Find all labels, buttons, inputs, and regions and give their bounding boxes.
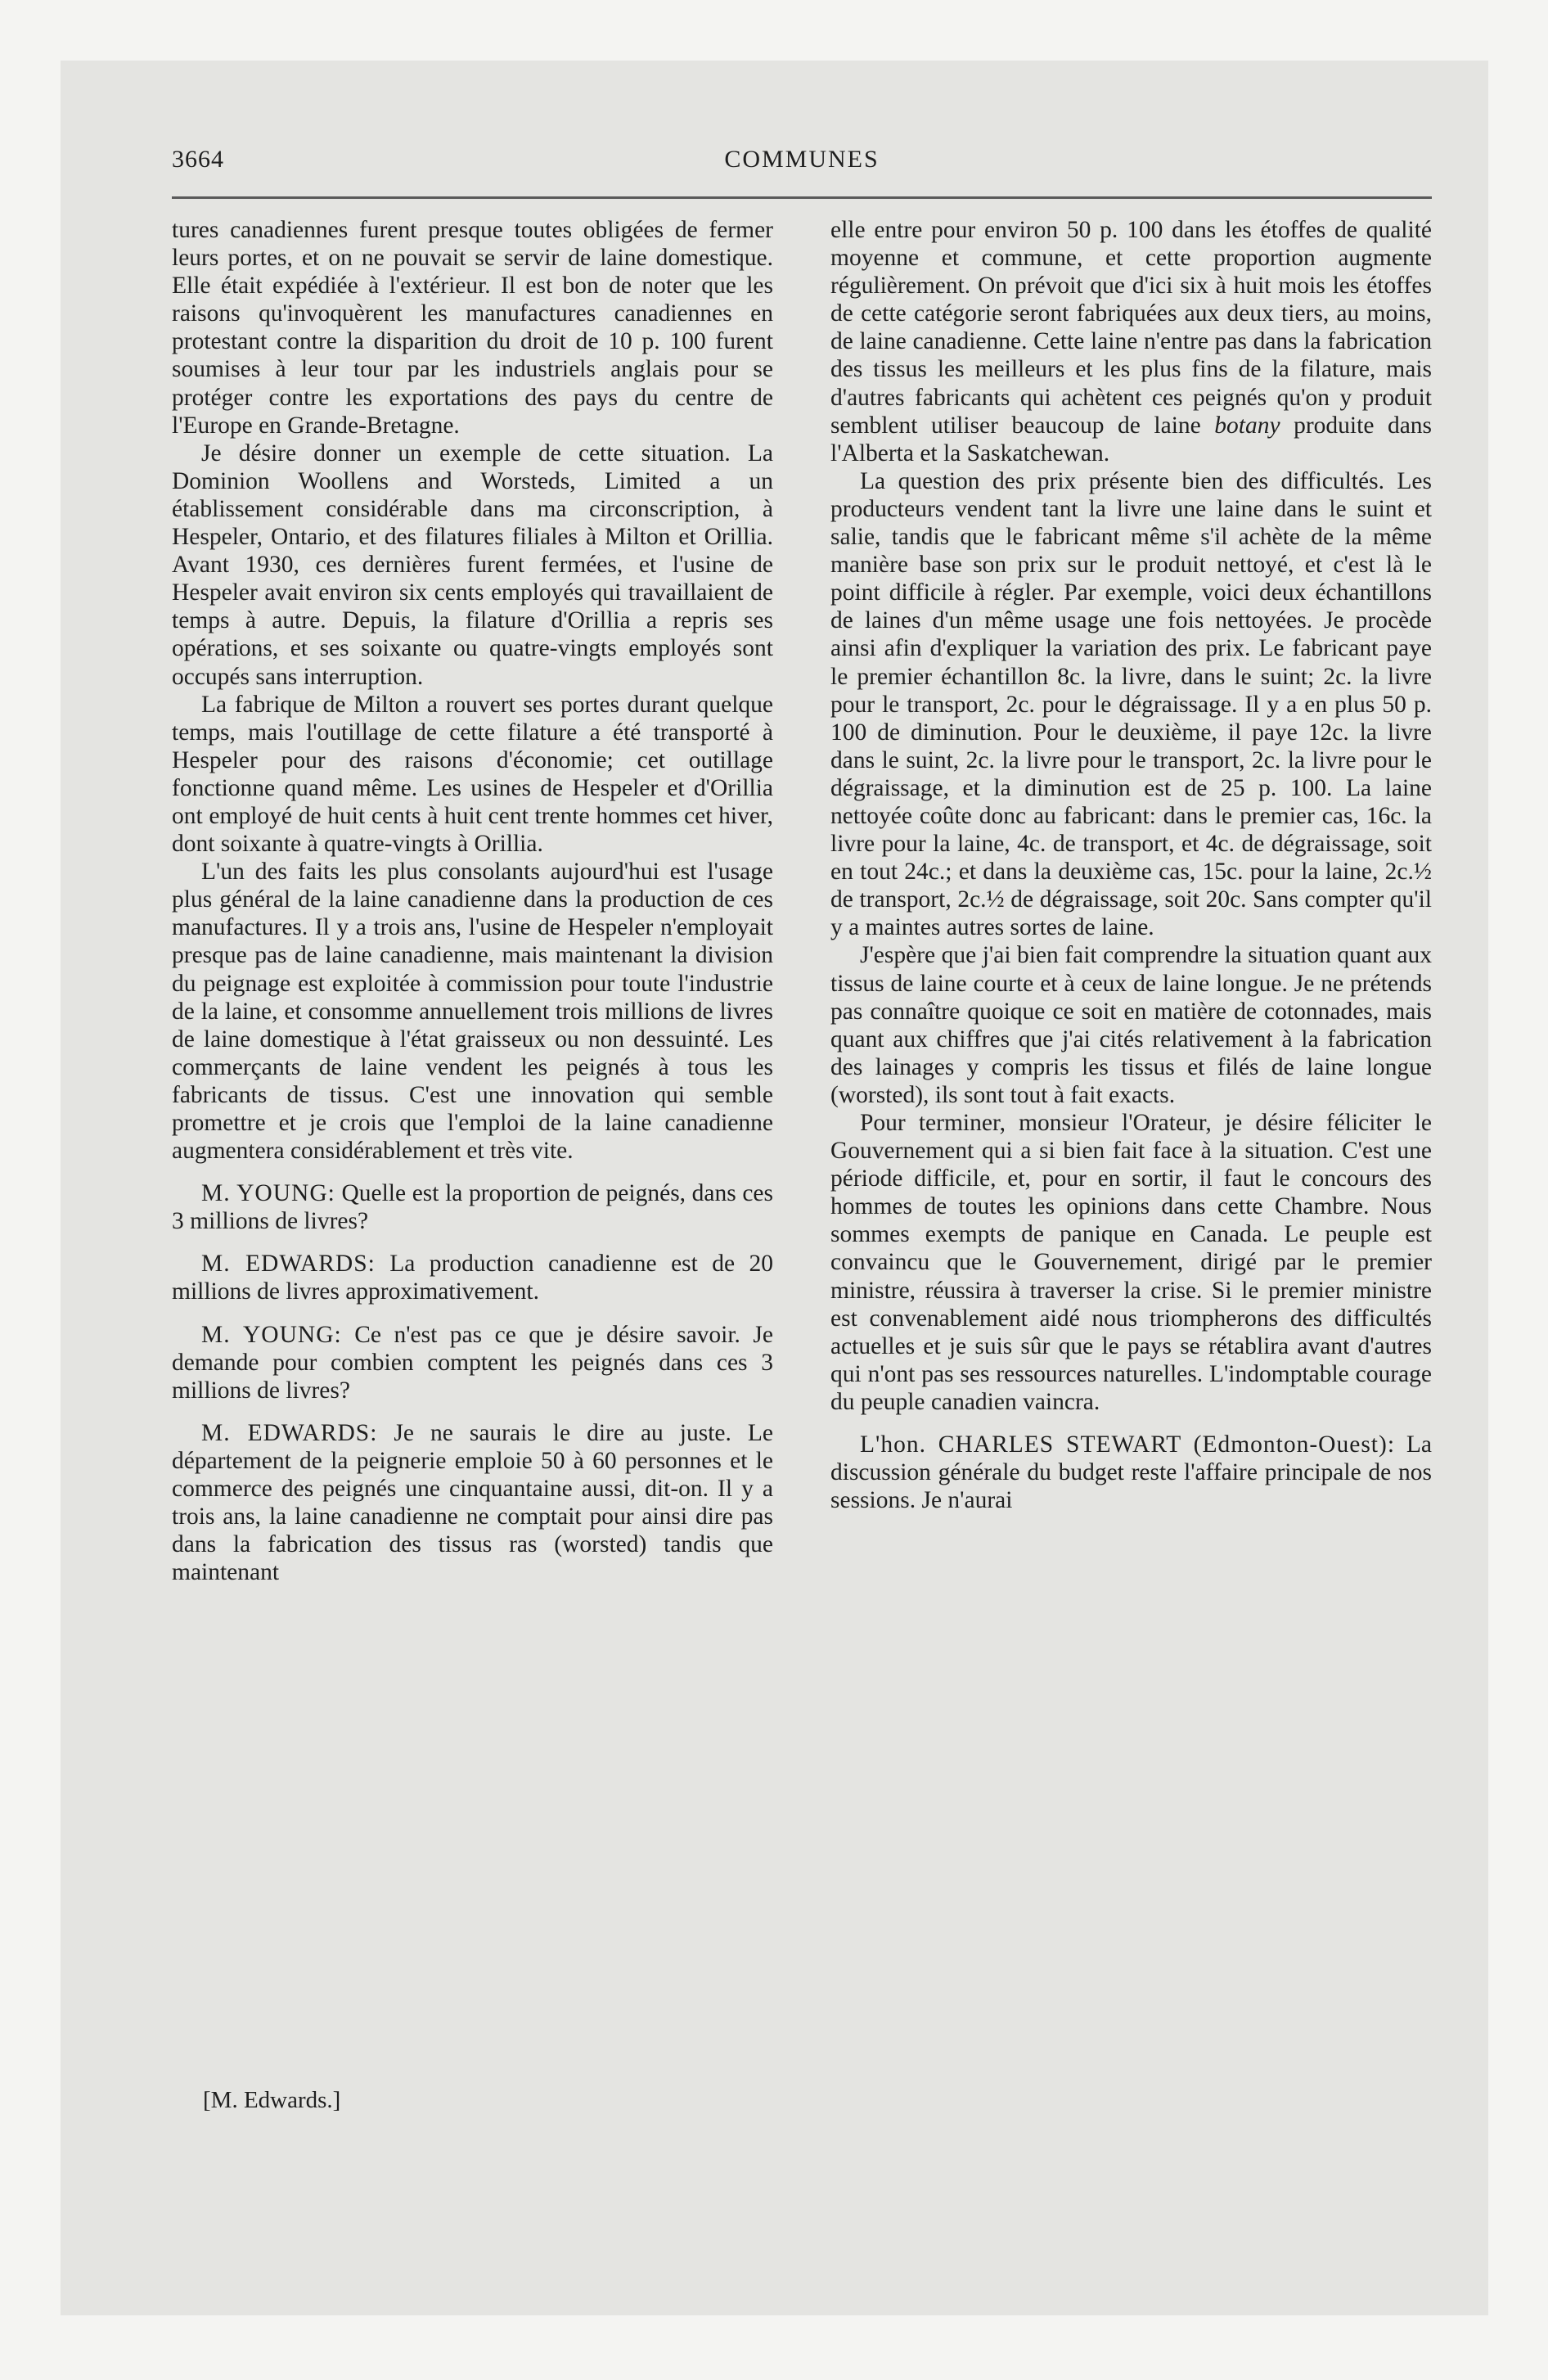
speech-text: Ce n'est pas ce que je désire savoir. Je demande pour combien comptent les peignés dans ces 3 millions de livres? [172, 1321, 773, 1404]
italic-term: botany [1214, 412, 1280, 439]
speech-text: Je ne saurais le dire au juste. Le département de la peignerie emploie 50 à 60 personnes et le commerce des peignés une cinquantaine aussi, dit-on. Il y a trois ans, la laine canadienne ne comptait pour ainsi dire pas dans la fabrication des tissus ras (worsted) tandis que maintenant [172, 1419, 774, 1586]
speaker-signature: [M. Edwards.] [203, 2087, 341, 2113]
running-head: COMMUNES [724, 146, 880, 173]
paragraph-text: elle entre pour environ 50 p. 100 dans les étoffes de qualité moyenne et commune, et cette proportion augmente régulièrement. On prévoit que d'ici six à huit mois les étoffes de cette catégorie seront fabriquées aux deux tiers, au moins, de laine canadienne. Cette laine n'entre pas dans la fabrication des tissus les meilleurs et les plus fins de la filature, mais d'autres fabricants qui achètent ces peignés qu'on y produit semblent utiliser beaucoup de laine [830, 217, 1432, 439]
page-header [172, 146, 1432, 182]
header-rule [172, 196, 1432, 199]
speech-paragraph [172, 1179, 773, 1235]
paragraph [830, 216, 1432, 467]
speech-paragraph [172, 1250, 773, 1305]
paragraph: La question des prix présente bien des difficultés. Les producteurs vendent tant la livre une laine dans le suint et salie, tandis que le fabricant même s'il achète de la même manière base son prix sur le produit nettoyé, et c'est là le point difficile à régler. Par exemple, voici deux échantillons de laines d'un même usage une fois nettoyées. Je procède ainsi afin d'expliquer la variation des prix. Le fabricant paye le premier échantillon 8c. la livre, dans le suint; 2c. la livre pour le transport, 2c. pour le dégraissage. Il y a en plus 50 p. 100 de diminution. Pour le deuxième, il paye 12c. la livre dans le suint, 2c. la livre pour le transport, 2c. la livre pour le dégraissage, et la diminution est de 25 p. 100. La laine nettoyée coûte donc au fabricant: dans le premier cas, 16c. la livre pour la laine, 4c. de transport, et 4c. de dégraissage, soit en tout 24c.; et dans la deuxième cas, 15c. pour la laine, 2c.½ de transport, 2c.½ de dégraissage, soit 20c. Sans compter qu'il y a maintes autres sortes de laine. [830, 467, 1432, 941]
paragraph: tures canadiennes furent presque toutes obligées de fermer leurs portes, et on ne pouvait se servir de laine domestique. Elle était expédiée à l'extérieur. Il est bon de noter que les raisons qu'invoquèrent les manufactures canadiennes en protestant contre la disparition du droit de 10 p. 100 furent soumises à leur tour par les industriels anglais pour se protéger contre les exportations des pays du centre de l'Europe en Grande-Bretagne. [172, 217, 773, 439]
speech-paragraph [830, 1431, 1432, 1514]
speaker-name: M. EDWARDS: [201, 1251, 376, 1278]
left-column [172, 216, 773, 1586]
right-column [830, 216, 1432, 1514]
speaker-name: M. YOUNG: [201, 1180, 335, 1207]
speech-paragraph [172, 1419, 773, 1587]
paragraph: J'espère que j'ai bien fait comprendre la situation quant aux tissus de laine courte et à ceux de laine longue. Je ne prétends pas connaître quoique ce soit en matière de cotonnades, mais quant aux chiffres que j'ai cités relativement à la fabrication des lainages y compris les tissus et filés de laine longue (worsted), ils sont tout à fait exacts. [830, 942, 1432, 1108]
speaker-name: L'hon. CHARLES STEWART (Edmonton-Ouest): [860, 1431, 1396, 1458]
speaker-name: M. EDWARDS: [201, 1419, 378, 1446]
speech-text: La discussion générale du budget reste l'affaire principale de nos sessions. Je n'aurai [830, 1431, 1433, 1514]
page-number: 3664 [172, 146, 224, 173]
paragraph: L'un des faits les plus consolants aujourd'hui est l'usage plus général de la laine canadienne dans la production de ces manufactures. Il y a trois ans, l'usine de Hespeler n'employait presque pas de laine canadienne, mais maintenant la division du peignage est exploitée à commission pour toute l'industrie de la laine, et consomme annuellement trois millions de livres de laine domestique à l'état graisseux ou non dessuinté. Les commerçants de laine vendent les peignés à tous les fabricants de tissus. C'est une innovation qui semble promettre et je crois que l'emploi de la laine canadienne augmentera considérablement et très vite. [172, 859, 773, 1165]
paragraph-text: produite dans l'Alberta et la Saskatchewan. [830, 412, 1433, 467]
speaker-name: M. YOUNG: [201, 1321, 342, 1348]
speech-paragraph [172, 1321, 773, 1404]
speech-text: La production canadienne est de 20 millions de livres approximativement. [172, 1251, 774, 1305]
paragraph: Pour terminer, monsieur l'Orateur, je désire féliciter le Gouvernement qui a si bien fait face à la situation. C'est une période difficile, et, pour en sortir, il faut le concours des hommes de toutes les opinions dans cette Chambre. Nous sommes exempts de panique en Canada. Le peuple est convaincu que le Gouvernement, dirigé par le premier ministre, réussira à traverser la crise. Si le premier ministre est convenablement aidé nous triompherons des difficultés actuelles et je suis sûr que le pays se rétablira avant d'autres qui n'ont pas ses ressources naturelles. L'indomptable courage du peuple canadien vaincra. [830, 1110, 1432, 1415]
paragraph: Je désire donner un exemple de cette situation. La Dominion Woollens and Worsteds, Limited a un établissement considérable dans ma circonscription, à Hespeler, Ontario, et des filatures filiales à Milton et Orillia. Avant 1930, ces dernières furent fermées, et l'usine de Hespeler avait environ six cents employés qui travaillaient de temps à autre. Depuis, la filature d'Orillia a repris ses opérations, et ses soixante ou quatre-vingts employés sont occupés sans interruption. [172, 439, 773, 690]
speech-text: Quelle est la proportion de peignés, dans ces 3 millions de livres? [172, 1180, 773, 1235]
paragraph: La fabrique de Milton a rouvert ses portes durant quelque temps, mais l'outillage de cette filature a été transporté à Hespeler pour des raisons d'économie; cet outillage fonctionne quand même. Les usines de Hespeler et d'Orillia ont employé de huit cents à huit cent trente hommes cet hiver, dont soixante à quatre-vingts à Orillia. [172, 691, 773, 858]
